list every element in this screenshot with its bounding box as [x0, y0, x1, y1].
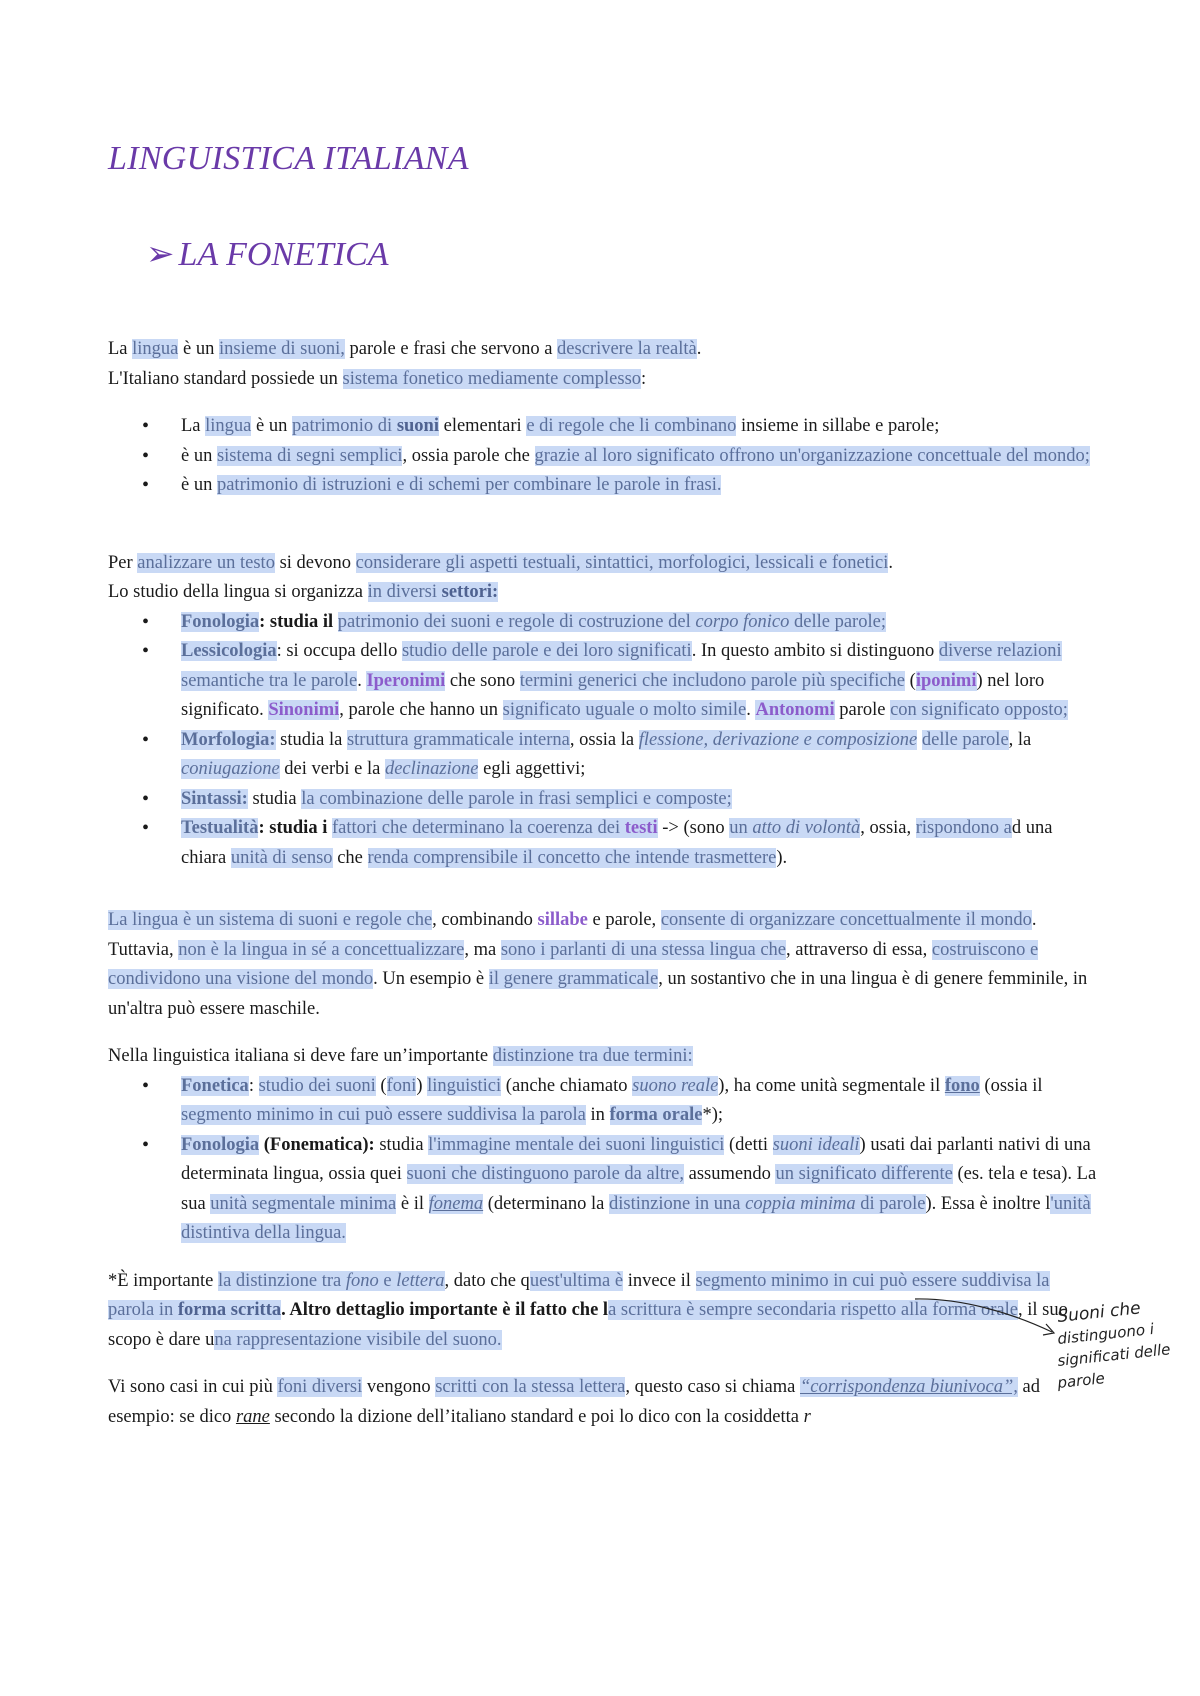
list-sectors [108, 608, 1098, 874]
document-body [108, 335, 1098, 1432]
paragraph-intro: La lingua è un insieme di suoni, parole e frasi che servono a descrivere la realtà. [108, 339, 702, 359]
list-item-sintassi: • Sintassi: studia la combinazione delle parole in frasi semplici e composte; [181, 785, 1098, 815]
list-language-definitions [108, 412, 1098, 501]
list-item-fonologia: • Fonologia: studia il patrimonio dei suoni e regole di costruzione del corpo fonico delle parole; [181, 608, 1098, 638]
list-item: • è un sistema di segni semplici, ossia parole che grazie al loro significato offrono un'organizzazione concettuale del mondo; [181, 442, 1098, 472]
section-heading [146, 234, 389, 274]
paragraph-distinction: Nella linguistica italiana si deve fare un’importante distinzione tra due termini: [108, 1046, 693, 1066]
list-item-testualita: • Testualità: studia i fattori che determinano la coerenza dei testi -> (sono un atto di volontà, ossia, rispondono ad una chiara unità di senso che renda comprensibile il concetto che intende trasmettere). [181, 814, 1098, 873]
handwritten-note [1052, 1298, 1192, 1398]
document-title: LINGUISTICA ITALIANA [108, 140, 469, 177]
svg-text:Suoni che: Suoni che [1056, 1298, 1142, 1327]
svg-text:distinguono i: distinguono i [1056, 1319, 1155, 1348]
list-fonetica-fonologia [108, 1072, 1098, 1249]
paragraph-fono-lettera: *È importante la distinzione tra fono e lettera, dato che quest'ultima è invece il segmento minimo in cui può essere suddivisa la parola in forma scritta. Altro dettaglio importante è il fatto che la scrittura è sempre secondaria rispetto alla forma orale, il suo scopo è dare una rappresentazione visibile del suono. [108, 1270, 1068, 1350]
paragraph-standard-italian: L'Italiano standard possiede un sistema fonetico mediamente complesso: [108, 368, 647, 389]
svg-text:parole: parole [1056, 1369, 1106, 1392]
paragraph-biunivoca: Vi sono casi in cui più foni diversi vengono scritti con la stessa lettera, questo caso si chiama “corrispondenza biunivoca”, ad esempio: se dico rane secondo la dizione dell’italiano standard e poi lo dico con la cosiddetta r [108, 1377, 1040, 1427]
list-item-fonetica: • Fonetica: studio dei suoni (foni) linguistici (anche chiamato suono reale), ha come unità segmentale il fono (ossia il segmento minimo in cui può essere suddivisa la parola in forma orale*); [181, 1072, 1098, 1131]
list-item-lessicologia: • Lessicologia: si occupa dello studio delle parole e dei loro significati. In questo ambito si distinguono diverse relazioni semantiche tra le parole. Iperonimi che sono termini generici che includono parole più specifiche (iponimi) nel loro significato. Sinonimi, parole che hanno un significato uguale o molto simile. Antonomi parole con significato opposto; [181, 637, 1098, 726]
list-item-fonologia-fonematica: • Fonologia (Fonematica): studia l'immagine mentale dei suoni linguistici (detti suoni ideali) usati dai parlanti nativi di una determinata lingua, ossia quei suoni che distinguono parole da altre, assumendo un significato differente (es. tela e tesa). La sua unità segmentale minima è il fonema (determinano la distinzione in una coppia minima di parole). Essa è inoltre l'unità distintiva della lingua. [181, 1131, 1098, 1249]
paragraph-sectors: Lo studio della lingua si organizza in diversi settori: [108, 582, 499, 602]
arrow-bullet-icon: ➢ [146, 236, 175, 273]
list-item: • è un patrimonio di istruzioni e di schemi per combinare le parole in frasi. [181, 471, 1098, 501]
paragraph-language-system: La lingua è un sistema di suoni e regole che, combinando sillabe e parole, consente di organizzare concettualmente il mondo. Tuttavia, non è la lingua in sé a concettualizzare, ma sono i parlanti di una stessa lingua che, attraverso di essa, costruiscono e condividono una visione del mondo. Un esempio è il genere grammaticale, un sostantivo che in una lingua è di genere femminile, in un'altra può essere maschile. [108, 910, 1088, 1019]
section-heading-text: LA FONETICA [178, 236, 389, 273]
svg-text:significati delle: significati delle [1056, 1340, 1172, 1370]
list-item: • La lingua è un patrimonio di suoni elementari e di regole che li combinano insieme in sillabe e parole; [181, 412, 1098, 442]
list-item-morfologia: • Morfologia: studia la struttura grammaticale interna, ossia la flessione, derivazione e composizione delle parole, la coniugazione dei verbi e la declinazione egli aggettivi; [181, 726, 1098, 785]
paragraph-analysis: Per analizzare un testo si devono considerare gli aspetti testuali, sintattici, morfologici, lessicali e fonetici. [108, 552, 894, 573]
